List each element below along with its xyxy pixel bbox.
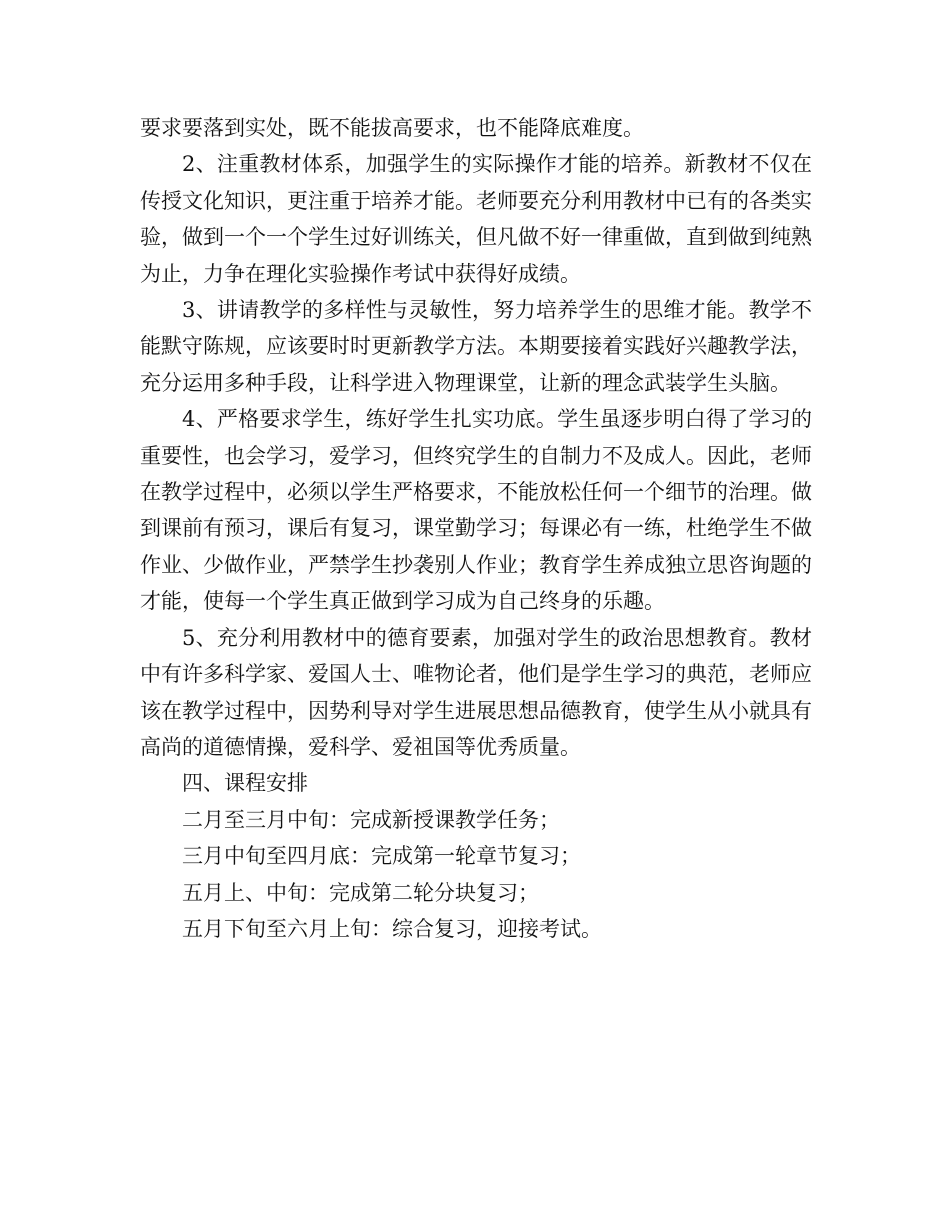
schedule-item-mar-apr: 三月中旬至四月底：完成第一轮章节复习；	[182, 844, 581, 869]
paragraph-continuation: 要求要落到实处，既不能拔高要求，也不能降底难度。	[140, 116, 644, 140]
paragraph-item-5-moral-education: 5、充分利用教材中的德育要素，加强对学生的政治思想教育。教材中有许多科学家、爱国人士、唯物论者，他们是学生学习的典范，老师应该在教学过程中，因势利导对学生进展思想品德教育，使学生从小就具有高尚的道德情操，爱科学、爱祖国等优秀质量。	[140, 625, 812, 759]
paragraph-item-4-strict-requirements: 4、严格要求学生，练好学生扎实功底。学生虽逐步明白得了学习的重要性，也会学习，爱学习，但终究学生的自制力不及成人。因此，老师在教学过程中，必须以学生严格要求，不能放松任何一个细节的治理。做到课前有预习，课后有复习，课堂勤学习；每课必有一练，杜绝学生不做作业、少做作业，严禁学生抄袭别人作业；教育学生养成独立思咨询题的才能，使每一个学生真正做到学习成为自己终身的乐趣。	[140, 407, 812, 614]
schedule-item-feb-mar: 二月至三月中旬：完成新授课教学任务；	[182, 807, 560, 832]
schedule-item-may-early: 五月上、中旬：完成第二轮分块复习；	[182, 880, 539, 905]
paragraph-item-2-textbook-system: 2、注重教材体系，加强学生的实际操作才能的培养。新教材不仅在传授文化知识，更注重于培养才能。老师要充分利用教材中已有的各类实验，做到一个一个学生过好训练关，但凡做不好一律重做，直到做到纯熟为止，力争在理化实验操作考试中获得好成绩。	[140, 152, 812, 286]
document-body	[140, 110, 812, 947]
section-heading-course-schedule: 四、课程安排	[182, 771, 308, 796]
schedule-item-may-jun: 五月下旬至六月上旬：综合复习，迎接考试。	[182, 916, 602, 941]
paragraph-item-3-teaching-diversity: 3、讲请教学的多样性与灵敏性，努力培养学生的思维才能。教学不能默守陈规，应该要时时更新教学方法。本期要接着实践好兴趣教学法，充分运用多种手段，让科学进入物理课堂，让新的理念武装学生头脑。	[140, 298, 812, 395]
